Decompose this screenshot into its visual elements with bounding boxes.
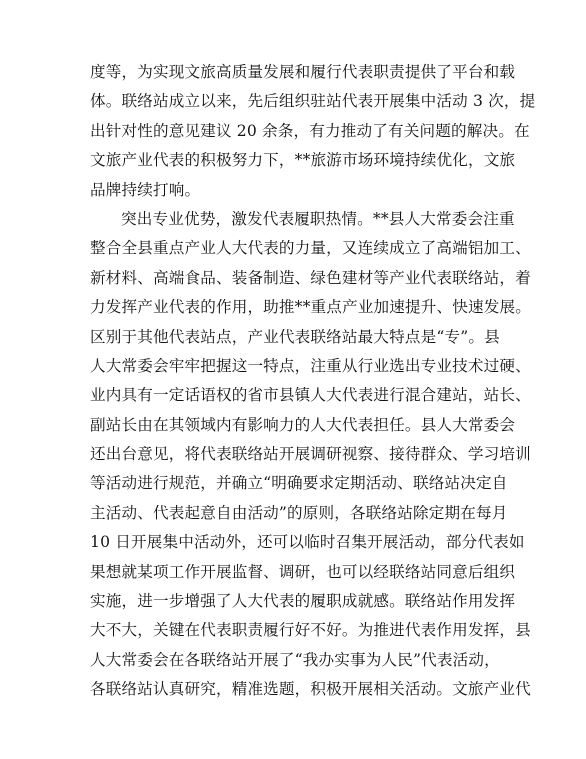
text-line: 文旅产业代表的积极努力下，**旅游市场环境持续优化，文旅 [90,151,516,170]
text-line: 副站长由在其领域内有影响力的人大代表担任。县人大常委会 [90,415,516,434]
text-line: 大不大，关键在代表职责履行好不好。为推进代表作用发挥，县 [90,621,531,640]
text-line: 品牌持续打响。 [90,180,201,199]
text-line: 人大常委会牢牢把握这一特点，注重从行业选出专业技术过硬、 [90,356,531,375]
text-line: 主活动、代表起意自由活动”的原则，各联络站除定期在每月 [90,503,508,522]
text-line: 果想就某项工作开展监督、调研，也可以经联络站同意后组织 [90,562,516,581]
text-line: 体。联络站成立以来，先后组织驻站代表开展集中活动 3 次，提 [90,92,536,111]
text-line: 实施，进一步增强了人大代表的履职成就感。联络站作用发挥 [90,592,516,611]
text-line: 新材料、高端食品、装备制造、绿色建材等产业代表联络站，着 [90,268,531,287]
text-line: 整合全县重点产业人大代表的力量，又连续成立了高端铝加工、 [90,239,531,258]
text-line: 10 日开展集中活动外，还可以临时召集开展活动，部分代表如 [90,533,525,552]
text-line: 区别于其他代表站点，产业代表联络站最大特点是“专”。县 [90,327,500,346]
text-line: 出针对性的意见建议 20 余条，有力推动了有关问题的解决。在 [90,121,530,140]
body-text [90,58,536,705]
text-line: 度等，为实现文旅高质量发展和履行代表职责提供了平台和载 [90,63,516,81]
text-line: 业内具有一定话语权的省市县镇人大代表进行混合建站，站长、 [90,386,531,405]
text-line: 各联络站认真研究，精准选题，积极开展相关活动。文旅产业代 [90,680,531,699]
paragraph-first-line: 突出专业优势，激发代表履职热情。**县人大常委会注重 [121,209,515,228]
text-line: 还出台意见，将代表联络站开展调研视察、接待群众、学习培训 [90,445,531,464]
text-line: 人大常委会在各联络站开展了“我办实事为人民”代表活动， [90,650,500,669]
text-line: 等活动进行规范，并确立“明确要求定期活动、联络站决定自 [90,474,508,493]
text-line: 力发挥产业代表的作用，助推**重点产业加速提升、快速发展。 [90,298,531,317]
